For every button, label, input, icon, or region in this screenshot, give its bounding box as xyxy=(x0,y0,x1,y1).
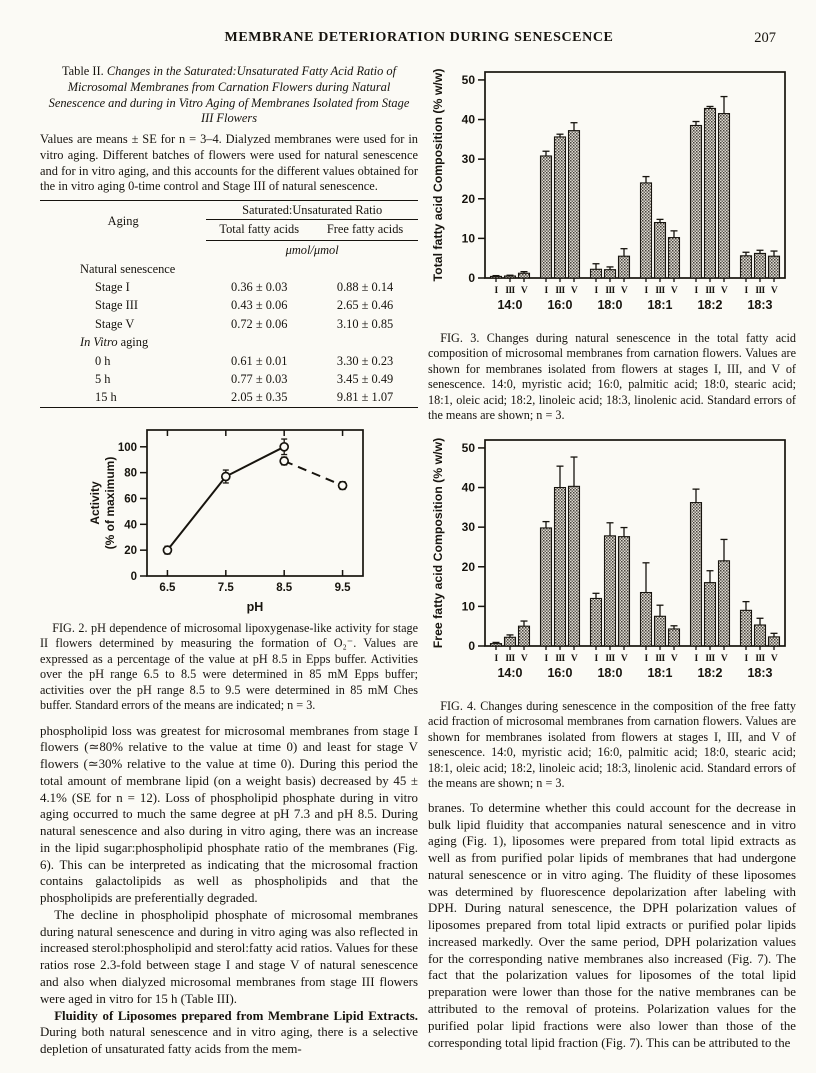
svg-text:III: III xyxy=(505,286,515,296)
svg-text:Activity: Activity xyxy=(88,480,102,525)
free-fatty-acid-value: 3.10 ± 0.85 xyxy=(336,316,394,331)
svg-text:V: V xyxy=(770,653,778,664)
svg-text:III: III xyxy=(705,653,715,664)
svg-text:16:0: 16:0 xyxy=(547,665,573,680)
paragraph-rest: During both natural senescence and in vitro aging, there is a selective depletion of unsaturated fatty acids from the mem- xyxy=(40,1025,418,1057)
svg-text:V: V xyxy=(520,653,528,664)
row-label: Stage I xyxy=(95,280,130,294)
free-fatty-acid-value xyxy=(312,260,418,278)
svg-text:V: V xyxy=(770,286,778,296)
svg-text:80: 80 xyxy=(124,467,137,480)
saturated-unsaturated-table xyxy=(40,200,418,408)
svg-text:I: I xyxy=(594,653,598,664)
svg-text:I: I xyxy=(744,653,748,664)
svg-text:40: 40 xyxy=(124,518,137,531)
svg-text:I: I xyxy=(494,653,498,664)
svg-text:10: 10 xyxy=(461,599,475,614)
table-row xyxy=(40,333,418,351)
free-fatty-acid-value xyxy=(312,333,418,351)
svg-text:I: I xyxy=(544,286,548,296)
svg-text:I: I xyxy=(594,286,598,296)
row-label: 0 h xyxy=(95,353,111,368)
svg-text:30: 30 xyxy=(461,520,475,535)
figure-3 xyxy=(428,64,796,424)
table-row xyxy=(40,296,418,314)
svg-text:50: 50 xyxy=(461,72,475,87)
total-fatty-acid-value: 0.36 ± 0.03 xyxy=(231,280,288,294)
svg-text:6.5: 6.5 xyxy=(159,581,176,594)
svg-text:I: I xyxy=(644,653,648,664)
svg-text:I: I xyxy=(544,653,548,664)
svg-text:18:1: 18:1 xyxy=(647,298,673,312)
total-fatty-acid-value: 0.43 ± 0.06 xyxy=(231,298,288,313)
svg-text:V: V xyxy=(720,653,728,664)
svg-text:18:0: 18:0 xyxy=(597,665,623,680)
total-fatty-acid-value: 0.77 ± 0.03 xyxy=(231,371,288,386)
svg-text:III: III xyxy=(755,653,765,664)
fig4-bar-chart xyxy=(429,432,795,694)
svg-text:III: III xyxy=(705,286,715,296)
svg-text:8.5: 8.5 xyxy=(276,581,293,594)
col-group-header: Saturated:Unsaturated Ratio xyxy=(206,201,418,220)
svg-text:(% of maximum): (% of maximum) xyxy=(103,456,117,549)
svg-text:14:0: 14:0 xyxy=(497,665,523,680)
svg-text:V: V xyxy=(670,286,678,296)
table-body xyxy=(40,241,418,407)
svg-text:V: V xyxy=(620,286,628,296)
svg-text:I: I xyxy=(494,286,498,296)
svg-text:18:0: 18:0 xyxy=(597,298,623,312)
svg-text:III: III xyxy=(655,653,665,664)
row-label: In Vitro aging xyxy=(80,335,149,350)
paragraph-bold-lead: Fluidity of Liposomes prepared from Membrane Lipid Extracts. xyxy=(54,1008,418,1023)
svg-text:III: III xyxy=(655,286,665,296)
svg-text:pH: pH xyxy=(246,599,264,614)
svg-text:I: I xyxy=(694,286,698,296)
free-fatty-acid-value: 2.65 ± 0.46 xyxy=(336,298,394,313)
svg-text:V: V xyxy=(720,286,728,296)
svg-text:20: 20 xyxy=(461,191,475,206)
paragraph: phospholipid loss was greatest for microsomal membranes from stage I flowers (≃80% relative to the value at time 0) and least for stage V flowers (≃30% relative to the value at time 0). During this period the total amount of membrane lipid (on a weight basis) decreased by 45 ± 4.1% (SE for n = 12). Loss of phospholipid phosphate during in vitro aging occurred to much the same degree at pH 7.3 and pH 8.5. During natural senescence and also during in vitro aging, there was an increase in the lipid sugar:phospholipid phosphate ratio of the membranes (Fig. 6). This can be interpreted as indicating that the microsomal fraction contains galactolipids as well as phospholipids and that the phospholipids are preferentially degraded. xyxy=(40,723,418,906)
total-fatty-acid-value: 0.61 ± 0.01 xyxy=(231,353,288,368)
paragraph: branes. To determine whether this could account for the decrease in bulk lipid fluidity that accompanies natural senescence and in vitro aging (Fig. 1), liposomes were prepared from total lipid extracts as well as from purified polar lipids of membranes that had undergone natural senescence or in vitro aging. The fluidity of these liposomes was determined by fluorescence depolarization after labeling with DPH. During natural senescence, the DPH polarization values of liposomes prepared from total lipid extracts or purified polar lipids increased markedly. Over the same period, DPH polarization values for the corresponding native membranes also increased (Fig. 7). The fact that the polarization values for liposomes of the total lipid preparation were lower than those for the native membranes can be attributed to the removal of proteins. Polarization values for the purified polar lipid fractions were also lower than those of the corresponding total lipid fraction (Fig. 7). This can be attributed to the xyxy=(428,800,796,1050)
svg-text:I: I xyxy=(694,653,698,664)
row-label: 15 h xyxy=(95,390,117,405)
two-column-layout xyxy=(40,64,798,1058)
figure-2 xyxy=(40,420,418,714)
fig2-caption: FIG. 2. pH dependence of microsomal lipoxygenase-like activity for stage II flowers determined by measuring the formation of O₂⁻. Values are expressed as a percentage of the value at pH 8.5 in Epps buffer. Activities over the pH range 6.5 to 8.5 were determined in 85 mM Epps buffer; activities over the pH range 8.5 to 9.5 were determined in 85 mM Ches buffer. Standard errors of the means are indicated; n = 3. xyxy=(40,620,418,713)
svg-text:V: V xyxy=(570,286,578,296)
row-label: Stage III xyxy=(95,298,139,313)
table-row xyxy=(40,388,418,407)
table-row xyxy=(40,315,418,333)
svg-text:III: III xyxy=(555,653,565,664)
running-title: MEMBRANE DETERIORATION DURING SENESCENCE xyxy=(224,30,614,45)
fig4-caption: FIG. 4. Changes during senescence in the composition of the free fatty acid fraction of microsomal membranes from carnation flowers. Values are shown for membranes isolated from flowers at stages I, III, and V of senescence. 14:0, myristic acid; 16:0, palmitic acid; 18:0, stearic acid; 18:1, oleic acid; 18:2, linoleic acid; 18:3, linolenic acid. Standard errors of the means are shown; n = 3. xyxy=(428,698,796,791)
fig2-line-chart xyxy=(83,420,375,616)
svg-text:0: 0 xyxy=(468,638,475,653)
table-note: Values are means ± SE for n = 3–4. Dialyzed membranes were used for in vitro aging. Different batches of flowers were used for natural senescence and for in vitro aging, and this accounts for the different values obtained for the in vitro aging 0-time control and Stage III of natural senescence. xyxy=(40,132,418,194)
free-fatty-acid-value: 3.45 ± 0.49 xyxy=(336,371,394,386)
col-header-total: Total fatty acids xyxy=(206,220,312,241)
svg-text:V: V xyxy=(520,286,528,296)
total-fatty-acid-value: 2.05 ± 0.35 xyxy=(231,390,288,405)
table-row xyxy=(40,352,418,370)
svg-text:0: 0 xyxy=(130,570,137,583)
svg-text:V: V xyxy=(620,653,628,664)
paragraph: The decline in phospholipid phosphate of microsomal membranes during natural senescence and during in vitro aging was also reflected in increased sterol:phospholipid and sterol:fatty acid ratios. Values for these ratios rose 2.3-fold between stage I and stage V of natural senescence and also when dialyzed microsomal membranes from stage III flowers were aged in vitro for 15 h (Table III). xyxy=(40,907,418,1006)
fig3-bar-chart xyxy=(429,64,795,326)
table-title xyxy=(46,64,412,127)
svg-text:50: 50 xyxy=(461,440,475,455)
svg-text:20: 20 xyxy=(124,544,137,557)
unit-row xyxy=(40,241,418,260)
svg-text:30: 30 xyxy=(461,152,475,167)
row-label: Stage V xyxy=(95,316,135,331)
svg-text:III: III xyxy=(505,653,515,664)
row-label: Natural senescence xyxy=(80,261,176,276)
svg-text:100: 100 xyxy=(117,441,137,454)
svg-text:III: III xyxy=(755,286,765,296)
left-column xyxy=(40,64,418,1058)
svg-text:10: 10 xyxy=(461,231,475,246)
svg-text:0: 0 xyxy=(468,271,475,285)
table-title-text: Changes in the Saturated:Unsaturated Fatty Acid Ratio of Microsomal Membranes from Carnation Flowers during Natural Senescence and during in Vitro Aging of Membranes Isolated from Stage III Flowers xyxy=(48,64,410,126)
page-header xyxy=(40,30,798,52)
svg-text:18:3: 18:3 xyxy=(747,298,773,312)
svg-text:18:3: 18:3 xyxy=(747,665,773,680)
total-fatty-acid-value xyxy=(206,260,312,278)
table-row xyxy=(40,278,418,296)
figure-4 xyxy=(428,432,796,792)
paragraph xyxy=(40,1008,418,1058)
svg-text:60: 60 xyxy=(124,493,137,506)
col-header-free: Free fatty acids xyxy=(312,220,418,241)
svg-text:V: V xyxy=(570,653,578,664)
free-fatty-acid-value: 0.88 ± 0.14 xyxy=(336,280,394,294)
free-fatty-acid-value: 9.81 ± 1.07 xyxy=(336,390,394,405)
svg-text:18:2: 18:2 xyxy=(697,665,723,680)
table-label: Table II. xyxy=(61,64,104,78)
total-fatty-acid-value xyxy=(206,333,312,351)
svg-text:14:0: 14:0 xyxy=(497,298,523,312)
total-fatty-acid-value: 0.72 ± 0.06 xyxy=(231,316,288,331)
right-column xyxy=(428,64,796,1058)
svg-text:18:2: 18:2 xyxy=(697,298,723,312)
svg-text:40: 40 xyxy=(461,480,475,495)
svg-text:20: 20 xyxy=(461,559,475,574)
svg-text:I: I xyxy=(744,286,748,296)
page-number: 207 xyxy=(754,30,776,46)
col-header-aging: Aging xyxy=(107,213,139,228)
svg-text:16:0: 16:0 xyxy=(547,298,573,312)
svg-text:III: III xyxy=(605,653,615,664)
svg-text:III: III xyxy=(555,286,565,296)
unit-cell: μmol/μmol xyxy=(285,243,339,258)
fig3-caption: FIG. 3. Changes during natural senescence in the total fatty acid composition of microsomal membranes from carnation flowers. Values are shown for membranes isolated from flowers at stages I, III, and V of senescence. 14:0, myristic acid; 16:0, palmitic acid; 18:0, stearic acid; 18:1, oleic acid; 18:2, linoleic acid; 18:3, linolenic acid. Standard errors of the means are shown; n = 3. xyxy=(428,331,796,423)
svg-text:9.5: 9.5 xyxy=(334,581,351,594)
table-row xyxy=(40,260,418,278)
svg-text:7.5: 7.5 xyxy=(217,581,234,594)
free-fatty-acid-value: 3.30 ± 0.23 xyxy=(336,353,394,368)
svg-text:Total fatty acid Composition (: Total fatty acid Composition (% w/w) xyxy=(431,68,445,282)
row-label: 5 h xyxy=(95,371,111,386)
svg-text:III: III xyxy=(605,286,615,296)
svg-text:V: V xyxy=(670,653,678,664)
table-2-block xyxy=(40,64,418,408)
svg-text:40: 40 xyxy=(461,112,475,127)
table-row xyxy=(40,370,418,388)
svg-text:I: I xyxy=(644,286,648,296)
svg-text:18:1: 18:1 xyxy=(647,665,673,680)
svg-text:Free fatty acid Composition (%: Free fatty acid Composition (% w/w) xyxy=(431,437,445,649)
